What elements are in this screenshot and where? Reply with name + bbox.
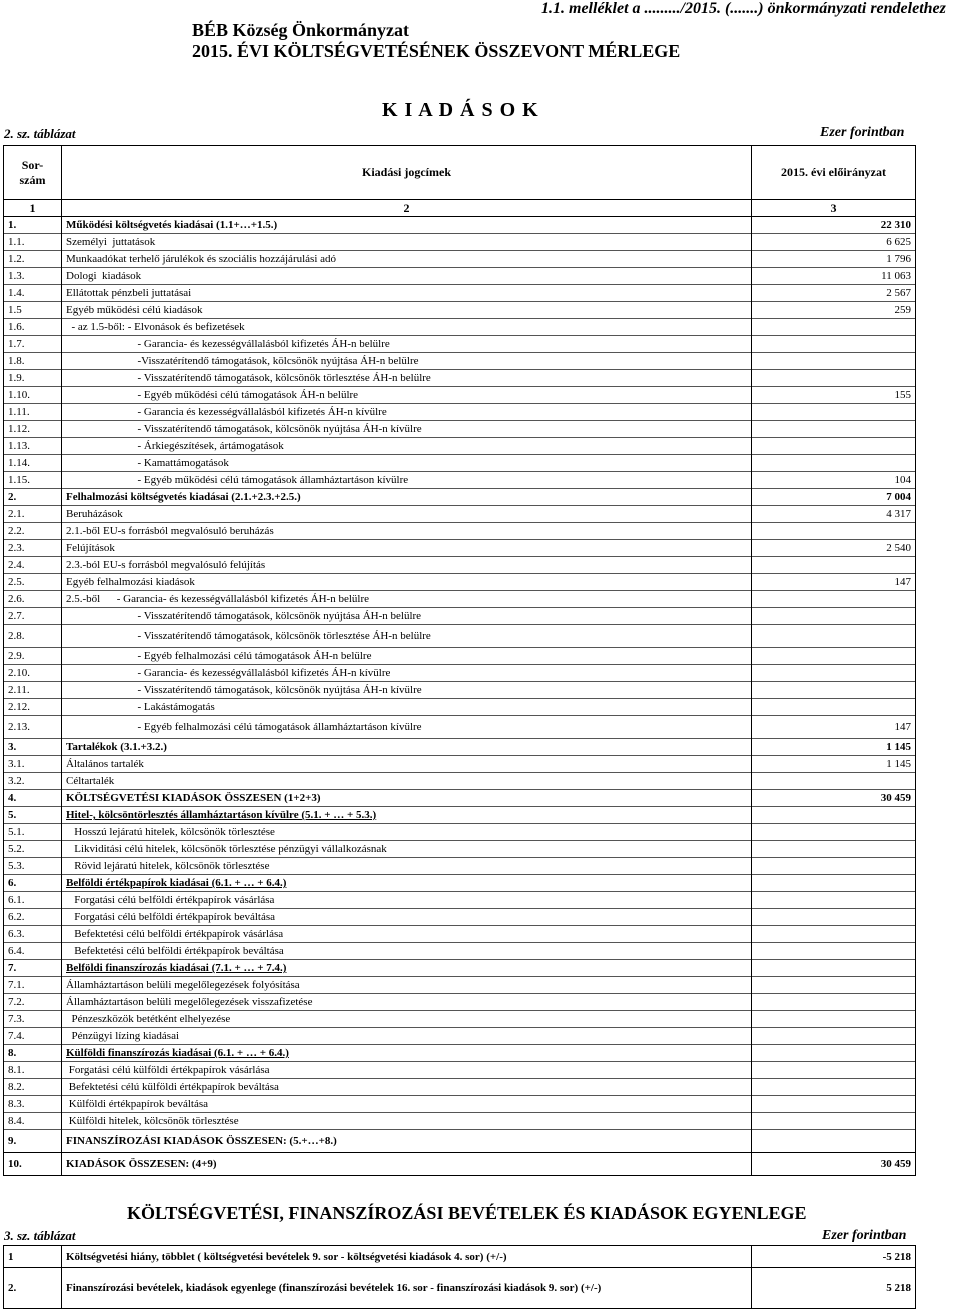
table-row: [4, 370, 916, 387]
row-title: Egyéb felhalmozási kiadások: [62, 574, 752, 591]
row-number: 2.3.: [4, 540, 62, 557]
row-value: [752, 319, 916, 336]
row-value: [752, 875, 916, 892]
row-value: [752, 841, 916, 858]
row-number: 10.: [4, 1153, 62, 1176]
row-number: 8.2.: [4, 1079, 62, 1096]
row-number: 5.1.: [4, 824, 62, 841]
row-title: - Árkiegészítések, ártámogatások: [62, 438, 752, 455]
row-number: 4.: [4, 790, 62, 807]
table-row: [4, 455, 916, 472]
table-row: [4, 739, 916, 756]
table-row: [4, 716, 916, 739]
column-number: 3: [752, 200, 916, 217]
table-row: [4, 926, 916, 943]
row-value: [752, 926, 916, 943]
row-value: 7 004: [752, 489, 916, 506]
table-row: [4, 1079, 916, 1096]
table-row: [4, 875, 916, 892]
row-value: 30 459: [752, 1153, 916, 1176]
table-row: [4, 438, 916, 455]
header-row-number: Sor- szám: [4, 146, 62, 200]
row-title: - Garancia- és kezességvállalásból kifizetés ÁH-n kívülre: [62, 665, 752, 682]
row-value: [752, 1096, 916, 1113]
row-number: 7.3.: [4, 1011, 62, 1028]
row-number: 2.12.: [4, 699, 62, 716]
table-row: [4, 960, 916, 977]
table-row: [4, 591, 916, 608]
table-row: [4, 807, 916, 824]
row-number: 7.2.: [4, 994, 62, 1011]
row-number: 7.1.: [4, 977, 62, 994]
row-number: 2.6.: [4, 591, 62, 608]
row-number: 1.1.: [4, 234, 62, 251]
row-value: [752, 1079, 916, 1096]
row-value: [752, 523, 916, 540]
header-title: Kiadási jogcímek: [62, 146, 752, 200]
row-value: [752, 858, 916, 875]
row-value: [752, 773, 916, 790]
row-title: Külföldi értékpapírok beváltása: [62, 1096, 752, 1113]
table-row: [4, 1011, 916, 1028]
row-value: [752, 892, 916, 909]
row-title: Felhalmozási költségvetés kiadásai (2.1.+2.3.+2.5.): [62, 489, 752, 506]
row-number: 6.2.: [4, 909, 62, 926]
table-row: [4, 699, 916, 716]
header-appropriation: 2015. évi előirányzat: [752, 146, 916, 200]
table-row: [4, 404, 916, 421]
table-row: [4, 1096, 916, 1113]
row-number: 8.3.: [4, 1096, 62, 1113]
row-number: 2.11.: [4, 682, 62, 699]
table-row: [4, 824, 916, 841]
row-title: KIADÁSOK ÖSSZESEN: (4+9): [62, 1153, 752, 1176]
row-title: Külföldi finanszírozás kiadásai (6.1. + … + 6.4.): [62, 1045, 752, 1062]
row-value: [752, 977, 916, 994]
row-number: 1.15.: [4, 472, 62, 489]
row-title: Pénzeszközök betétként elhelyezése: [62, 1011, 752, 1028]
balance-title: KÖLTSÉGVETÉSI, FINANSZÍROZÁSI BEVÉTELEK ÉS KIADÁSOK EGYENLEGE: [127, 1203, 807, 1223]
table-row: [4, 302, 916, 319]
row-title: - Kamattámogatások: [62, 455, 752, 472]
row-value: [752, 404, 916, 421]
row-title: Külföldi hitelek, kölcsönök törlesztése: [62, 1113, 752, 1130]
expenditure-table: [3, 145, 916, 1176]
organization-name: BÉB Község Önkormányzat: [192, 20, 410, 40]
row-title: 2.1.-ből EU-s forrásból megvalósuló beruházás: [62, 523, 752, 540]
table-row: [4, 472, 916, 489]
unit-label: Ezer forintban: [822, 1228, 907, 1243]
row-title: Likviditási célú hitelek, kölcsönök törlesztése pénzügyi vállalkozásnak: [62, 841, 752, 858]
table-row: [4, 574, 916, 591]
table-row: [4, 608, 916, 625]
row-value: 155: [752, 387, 916, 404]
row-title: Befektetési célú belföldi értékpapírok beváltása: [62, 943, 752, 960]
row-title: - az 1.5-ből: - Elvonások és befizetések: [62, 319, 752, 336]
row-number: 6.1.: [4, 892, 62, 909]
row-value: [752, 824, 916, 841]
row-value: [752, 665, 916, 682]
table-row: [4, 336, 916, 353]
row-title: - Visszatérítendő támogatások, kölcsönök nyújtása ÁH-n kívülre: [62, 682, 752, 699]
row-title: Hosszú lejáratú hitelek, kölcsönök törlesztése: [62, 824, 752, 841]
row-title: - Garancia és kezességvállalásból kifizetés ÁH-n kívülre: [62, 404, 752, 421]
row-number: 1.4.: [4, 285, 62, 302]
table-row: [4, 841, 916, 858]
row-number: 2.5.: [4, 574, 62, 591]
row-value: [752, 807, 916, 824]
row-number: 5.3.: [4, 858, 62, 875]
table-row: [4, 756, 916, 773]
table-row: [4, 682, 916, 699]
table-row: [4, 858, 916, 875]
row-value: [752, 591, 916, 608]
table-row: [4, 773, 916, 790]
table-row: [4, 268, 916, 285]
row-title: Céltartalék: [62, 773, 752, 790]
row-value: [752, 336, 916, 353]
row-number: 2.: [4, 1268, 62, 1309]
row-title: - Egyéb felhalmozási célú támogatások államháztartáson kívülre: [62, 716, 752, 739]
row-number: 9.: [4, 1130, 62, 1153]
table-row: [4, 285, 916, 302]
row-title: Beruházások: [62, 506, 752, 523]
column-number: 1: [4, 200, 62, 217]
row-title: Államháztartáson belüli megelőlegezések visszafizetése: [62, 994, 752, 1011]
row-value: [752, 1045, 916, 1062]
row-title: Személyi juttatások: [62, 234, 752, 251]
table-header-row: [4, 146, 916, 200]
row-value: [752, 699, 916, 716]
row-number: 2.7.: [4, 608, 62, 625]
row-title: Egyéb működési célú kiadások: [62, 302, 752, 319]
row-title: Belföldi finanszírozás kiadásai (7.1. + … + 7.4.): [62, 960, 752, 977]
row-number: 2.4.: [4, 557, 62, 574]
row-title: Forgatási célú belföldi értékpapírok beváltása: [62, 909, 752, 926]
row-value: [752, 625, 916, 648]
row-title: Hitel-, kölcsöntörlesztés államháztartáson kívülre (5.1. + … + 5.3.): [62, 807, 752, 824]
row-title: Ellátottak pénzbeli juttatásai: [62, 285, 752, 302]
row-number: 1.14.: [4, 455, 62, 472]
table-row: [4, 994, 916, 1011]
row-number: 1.3.: [4, 268, 62, 285]
row-title: - Visszatérítendő támogatások, kölcsönök törlesztése ÁH-n belülre: [62, 625, 752, 648]
row-title: - Lakástámogatás: [62, 699, 752, 716]
row-number: 7.: [4, 960, 62, 977]
table-row: [4, 665, 916, 682]
row-number: 3.2.: [4, 773, 62, 790]
table-row: [4, 790, 916, 807]
row-value: 147: [752, 574, 916, 591]
row-value: 6 625: [752, 234, 916, 251]
row-value: 1 796: [752, 251, 916, 268]
row-number: 1.8.: [4, 353, 62, 370]
table-row: [4, 1113, 916, 1130]
row-value: [752, 994, 916, 1011]
row-title: FINANSZÍROZÁSI KIADÁSOK ÖSSZESEN: (5.+…+8.): [62, 1130, 752, 1153]
row-value: 2 540: [752, 540, 916, 557]
row-number: 5.2.: [4, 841, 62, 858]
row-number: 8.: [4, 1045, 62, 1062]
row-title: - Garancia- és kezességvállalásból kifizetés ÁH-n belülre: [62, 336, 752, 353]
row-value: 1 145: [752, 756, 916, 773]
row-title: Tartalékok (3.1.+3.2.): [62, 739, 752, 756]
row-title: - Visszatérítendő támogatások, kölcsönök nyújtása ÁH-n kívülre: [62, 421, 752, 438]
row-value: [752, 909, 916, 926]
row-number: 2.: [4, 489, 62, 506]
row-number: 3.1.: [4, 756, 62, 773]
row-value: [752, 353, 916, 370]
document-title: 2015. ÉVI KÖLTSÉGVETÉSÉNEK ÖSSZEVONT MÉRLEGE: [192, 41, 681, 61]
table-row: [4, 1130, 916, 1153]
row-title: - Egyéb működési célú támogatások ÁH-n belülre: [62, 387, 752, 404]
table-row: [4, 387, 916, 404]
row-title: Működési költségvetés kiadásai (1.1+…+1.5.): [62, 217, 752, 234]
row-title: 2.3.-ból EU-s forrásból megvalósuló felújítás: [62, 557, 752, 574]
table-row: [4, 1045, 916, 1062]
table-row: [4, 648, 916, 665]
row-title: Dologi kiadások: [62, 268, 752, 285]
row-title: - Visszatérítendő támogatások, kölcsönök törlesztése ÁH-n belülre: [62, 370, 752, 387]
table-row: [4, 251, 916, 268]
table-row: [4, 1028, 916, 1045]
table-row: [4, 319, 916, 336]
row-value: [752, 1011, 916, 1028]
row-value: 2 567: [752, 285, 916, 302]
table-row: [4, 489, 916, 506]
row-number: 2.13.: [4, 716, 62, 739]
row-value: 104: [752, 472, 916, 489]
row-value: 30 459: [752, 790, 916, 807]
row-title: - Visszatérítendő támogatások, kölcsönök nyújtása ÁH-n belülre: [62, 608, 752, 625]
row-number: 1: [4, 1246, 62, 1268]
row-value: [752, 1130, 916, 1153]
row-value: 259: [752, 302, 916, 319]
row-title: Finanszírozási bevételek, kiadások egyenlege (finanszírozási bevételek 16. sor - finanszírozási kiadások 9. sor) (+/-): [62, 1268, 752, 1309]
table-row: [4, 892, 916, 909]
row-number: 6.4.: [4, 943, 62, 960]
table-label: 3. sz. táblázat: [4, 1228, 76, 1243]
table-row: [4, 1062, 916, 1079]
row-value: [752, 648, 916, 665]
row-value: 11 063: [752, 268, 916, 285]
row-title: Felújítások: [62, 540, 752, 557]
table-row: [4, 1153, 916, 1176]
row-number: 1.6.: [4, 319, 62, 336]
row-value: [752, 960, 916, 977]
row-value: [752, 1028, 916, 1045]
row-number: 2.2.: [4, 523, 62, 540]
row-value: [752, 682, 916, 699]
table-row: [4, 909, 916, 926]
row-number: 2.8.: [4, 625, 62, 648]
table-row: [4, 421, 916, 438]
table-row: [4, 1246, 916, 1268]
row-title: Általános tartalék: [62, 756, 752, 773]
table-row: [4, 217, 916, 234]
row-value: 22 310: [752, 217, 916, 234]
row-title: Költségvetési hiány, többlet ( költségvetési bevételek 9. sor - költségvetési kiadások 4. sor) (+/-): [62, 1246, 752, 1268]
table-row: [4, 353, 916, 370]
row-number: 1.13.: [4, 438, 62, 455]
row-title: KÖLTSÉGVETÉSI KIADÁSOK ÖSSZESEN (1+2+3): [62, 790, 752, 807]
row-value: 5 218: [752, 1268, 916, 1309]
row-number: 6.: [4, 875, 62, 892]
row-title: Forgatási célú belföldi értékpapírok vásárlása: [62, 892, 752, 909]
row-value: [752, 608, 916, 625]
row-number: 2.9.: [4, 648, 62, 665]
table-row: [4, 234, 916, 251]
row-value: [752, 1113, 916, 1130]
table-row: [4, 506, 916, 523]
row-title: Befektetési célú belföldi értékpapírok vásárlása: [62, 926, 752, 943]
row-value: [752, 421, 916, 438]
row-title: Belföldi értékpapírok kiadásai (6.1. + … + 6.4.): [62, 875, 752, 892]
row-number: 3.: [4, 739, 62, 756]
row-title: Befektetési célú külföldi értékpapírok beváltása: [62, 1079, 752, 1096]
row-number: 8.4.: [4, 1113, 62, 1130]
table-label: 2. sz. táblázat: [4, 126, 76, 141]
row-value: [752, 557, 916, 574]
row-number: 1.11.: [4, 404, 62, 421]
row-number: 2.1.: [4, 506, 62, 523]
row-number: 1.7.: [4, 336, 62, 353]
table-row: [4, 540, 916, 557]
table-row: [4, 557, 916, 574]
row-title: -Visszatérítendő támogatások, kölcsönök nyújtása ÁH-n belülre: [62, 353, 752, 370]
row-number: 5.: [4, 807, 62, 824]
row-number: 1.2.: [4, 251, 62, 268]
row-value: [752, 943, 916, 960]
table-row: [4, 1268, 916, 1309]
row-value: 1 145: [752, 739, 916, 756]
row-title: Munkaadókat terhelő járulékok és szociális hozzájárulási adó: [62, 251, 752, 268]
table-row: [4, 523, 916, 540]
row-value: 4 317: [752, 506, 916, 523]
row-title: - Egyéb működési célú támogatások államháztartáson kívülre: [62, 472, 752, 489]
row-number: 6.3.: [4, 926, 62, 943]
row-title: Forgatási célú külföldi értékpapírok vásárlása: [62, 1062, 752, 1079]
row-number: 2.10.: [4, 665, 62, 682]
row-value: [752, 370, 916, 387]
row-number: 1.: [4, 217, 62, 234]
row-number: 1.9.: [4, 370, 62, 387]
row-value: [752, 438, 916, 455]
row-title: 2.5.-ből - Garancia- és kezességvállalásból kifizetés ÁH-n belülre: [62, 591, 752, 608]
row-title: - Egyéb felhalmozási célú támogatások ÁH-n belülre: [62, 648, 752, 665]
row-title: Pénzügyi lízing kiadásai: [62, 1028, 752, 1045]
row-number: 1.5: [4, 302, 62, 319]
row-title: Államháztartáson belüli megelőlegezések folyósítása: [62, 977, 752, 994]
row-number: 1.12.: [4, 421, 62, 438]
row-title: Rövid lejáratú hitelek, kölcsönök törlesztése: [62, 858, 752, 875]
row-value: 147: [752, 716, 916, 739]
row-value: -5 218: [752, 1246, 916, 1268]
column-number-row: [4, 200, 916, 217]
row-number: 7.4.: [4, 1028, 62, 1045]
column-number: 2: [62, 200, 752, 217]
unit-label: Ezer forintban: [820, 125, 905, 140]
row-number: 1.10.: [4, 387, 62, 404]
table-row: [4, 943, 916, 960]
row-value: [752, 455, 916, 472]
annex-reference: 1.1. melléklet a ........./2015. (.......) önkormányzati rendelethez: [541, 0, 946, 17]
row-number: 8.1.: [4, 1062, 62, 1079]
table-row: [4, 977, 916, 994]
balance-table: [3, 1245, 916, 1309]
row-value: [752, 1062, 916, 1079]
table-row: [4, 625, 916, 648]
section-title: K I A D Á S O K: [382, 99, 539, 121]
